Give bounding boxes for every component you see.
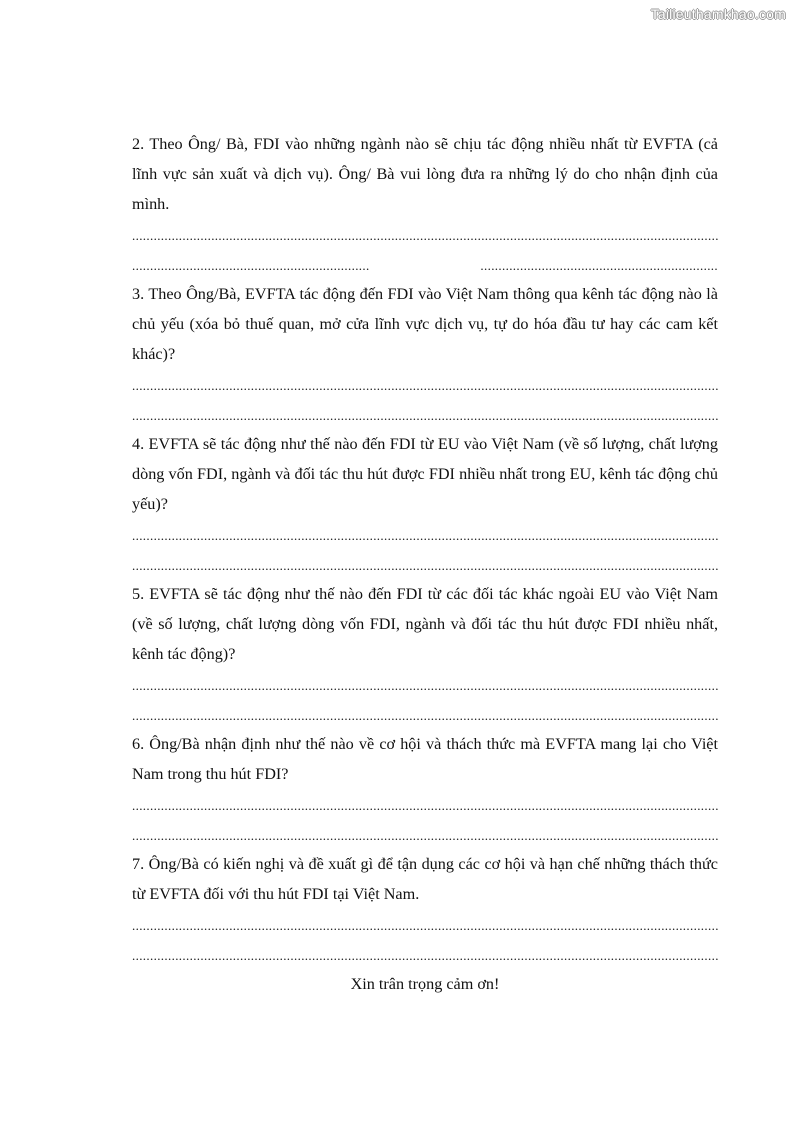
answer-line[interactable]: [132, 399, 718, 429]
answer-line[interactable]: [132, 549, 718, 579]
question-3: 3. Theo Ông/Bà, EVFTA tác động đến FDI vào Việt Nam thông qua kênh tác động nào là chủ yếu (xóa bỏ thuế quan, mở cửa lĩnh vực dịch vụ, tự do hóa đầu tư hay các cam kết khác)?: [132, 285, 718, 363]
question-5: 5. EVFTA sẽ tác động như thế nào đến FDI từ các đối tác khác ngoài EU vào Việt Nam (về số lượng, chất lượng dòng vốn FDI, ngành và đối tác thu hút được FDI nhiều nhất, kênh tác động)?: [132, 585, 718, 663]
question-7: 7. Ông/Bà có kiến nghị và đề xuất gì để tận dụng các cơ hội và hạn chế những thách thức từ EVFTA đối với thu hút FDI tại Việt Nam.: [132, 855, 718, 903]
answer-line[interactable]: [132, 909, 718, 939]
answer-line[interactable]: [132, 519, 718, 549]
question-4: 4. EVFTA sẽ tác động như thế nào đến FDI từ EU vào Việt Nam (về số lượng, chất lượng dòng vốn FDI, ngành và đối tác thu hút được FDI nhiều nhất trong EU, kênh tác động chủ yếu)?: [132, 435, 718, 513]
answer-line[interactable]: [132, 369, 718, 399]
question-2: 2. Theo Ông/ Bà, FDI vào những ngành nào sẽ chịu tác động nhiều nhất từ EVFTA (cả lĩnh vực sản xuất và dịch vụ). Ông/ Bà vui lòng đưa ra những lý do cho nhận định của mình.: [132, 135, 718, 213]
closing-thanks: Xin trân trọng cảm ơn!: [350, 975, 500, 993]
answer-line[interactable]: [132, 939, 718, 969]
answer-line[interactable]: [132, 819, 718, 849]
question-6: 6. Ông/Bà nhận định như thế nào về cơ hội và thách thức mà EVFTA mang lại cho Việt Nam trong thu hút FDI?: [132, 735, 718, 783]
answer-line[interactable]: [132, 669, 718, 699]
questionnaire: [132, 129, 718, 1015]
answer-line[interactable]: [132, 789, 718, 819]
answer-line[interactable]: [132, 249, 718, 279]
answer-line[interactable]: [132, 219, 718, 249]
watermark: Tailieuthamkhao.com: [650, 6, 786, 22]
answer-line[interactable]: [132, 699, 718, 729]
